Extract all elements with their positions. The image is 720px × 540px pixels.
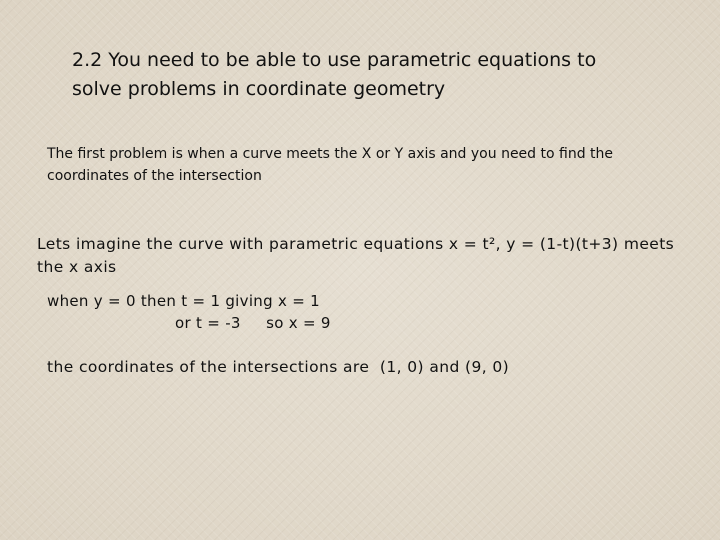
problem-line-1: Lets imagine the curve with parametric equations x = t², y = (1-t)(t+3) meets xyxy=(37,235,675,253)
title-line-1: 2.2 You need to be able to use parametric equations to xyxy=(72,49,597,71)
title-line-2: solve problems in coordinate geometry xyxy=(72,78,446,100)
conclusion-text: the coordinates of the intersections are (1, 0) and (9, 0) xyxy=(47,358,510,376)
intro-line-1: The first problem is when a curve meets the X or Y axis and you need to find the xyxy=(47,146,614,162)
working-line-2: or t = -3 so x = 9 xyxy=(175,314,331,332)
intro-line-2: coordinates of the intersection xyxy=(47,168,262,184)
problem-line-2: the x axis xyxy=(37,258,117,276)
working-line-1: when y = 0 then t = 1 giving x = 1 xyxy=(47,292,321,310)
slide-title xyxy=(72,46,672,104)
intro-paragraph xyxy=(47,143,687,187)
problem-statement xyxy=(37,233,707,279)
